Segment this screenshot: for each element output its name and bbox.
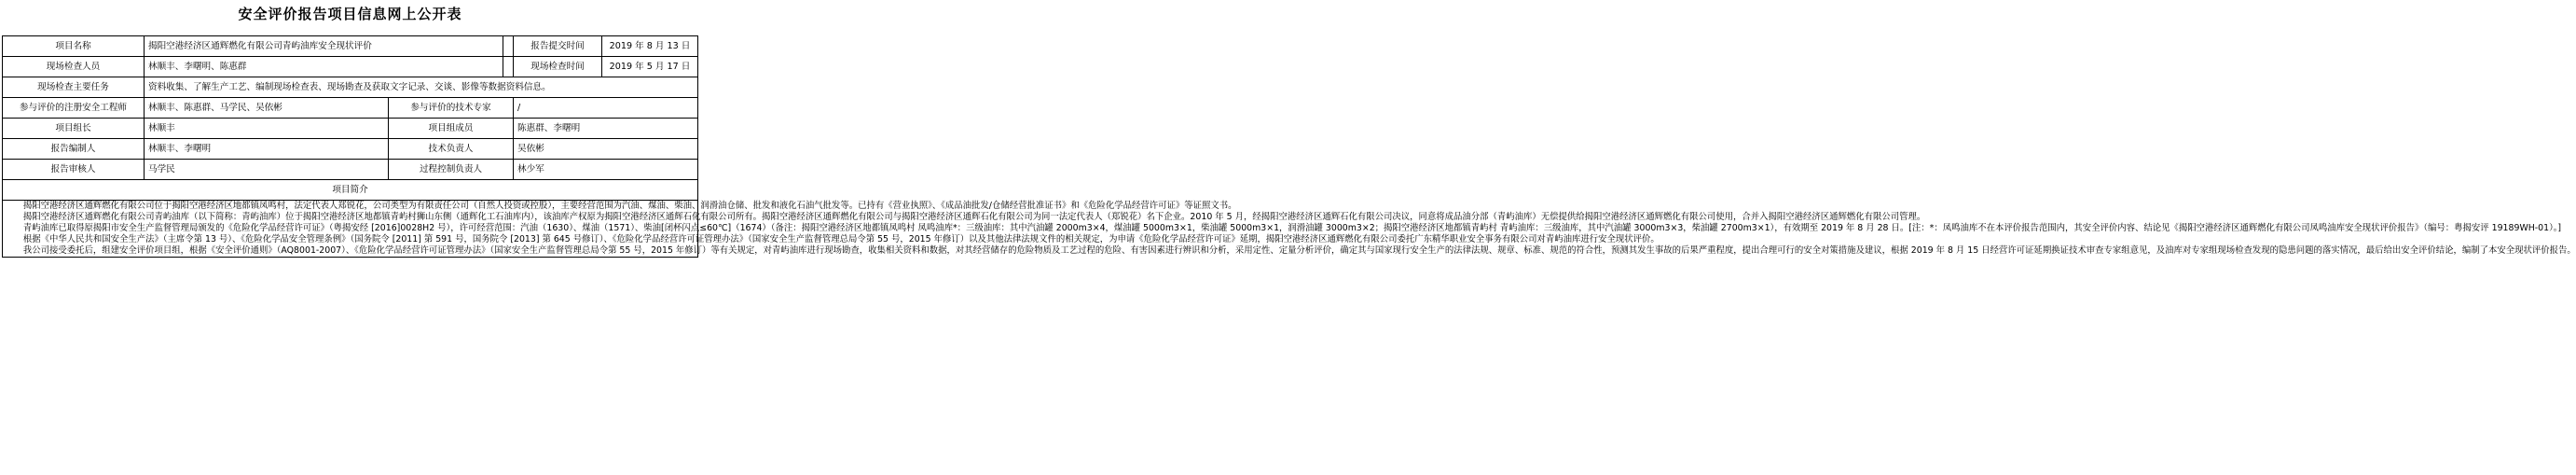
site-tasks-value: 资料收集、了解生产工艺、编制现场检查表、现场勘查及获取文字记录、交谈、影像等数据资料信息。 [145, 77, 698, 98]
group-leader-value: 林顺丰 [145, 119, 389, 139]
site-inspectors-value: 林顺丰、李曙明、陈惠群 [145, 57, 503, 77]
process-control-label: 过程控制负责人 [389, 160, 514, 180]
row-report-author [3, 139, 698, 160]
experts-label: 参与评价的技术专家 [389, 98, 514, 119]
summary-paragraph-1: 揭阳空港经济区通辉燃化有限公司位于揭阳空港经济区地都镇凤鸣村，法定代表人郑锐花，公司类型为有限责任公司（自然人投资或控股），主要经营范围为汽油、煤油、柴油、润滑油仓储、批发和液化石油气批发等。已持有《营业执照》、《成品油批发/仓储经营批准证书》和《危险化学品经营许可证》等证照文书。 [22, 201, 1237, 211]
report-reviewer-value: 马学民 [145, 160, 389, 180]
summary-body [3, 201, 2576, 258]
report-date-value: 2019 年 8 月 13 日 [609, 41, 691, 51]
summary-paragraph-5: 我公司接受委托后，组建安全评价项目组，根据《安全评价通则》（AQ8001-2007）、《危险化学品经营许可证管理办法》（国家安全生产监督管理总局令第 55 号，2015 年修订）等有关规定，对青屿油库进行现场勘查，收集相关资料和数据，对其经营储存的危险物质及工艺过程的危险、有害因素进行辨识和分析，采用定性、定量分析评价，确定其与国家现行安全生产的法律法规、规章、标准、规范的符合性，预测其发生事故的后果严重程度，提出合理可行的安全对策措施及建议，根据 2019 年 8 月 15 日经营许可证延期换证技术审查专家组意见，及油库对专家组现场检查发现的隐患问题的落实情况，最后给出安全评价结论，编制了本安全现状评价报告。 [22, 245, 2576, 256]
row-group-leader [3, 119, 698, 139]
row-site-inspectors [3, 57, 698, 77]
info-table [2, 35, 2576, 258]
report-author-value: 林顺丰、李曙明 [145, 139, 389, 160]
summary-paragraph-2: 揭阳空港经济区通辉燃化有限公司青屿油库（以下简称：青屿油库）位于揭阳空港经济区地都镇青屿村狮山东侧（通辉化工石油库内），该油库产权原为揭阳空港经济区通辉石化有限公司所有。揭阳空港经济区通辉燃化有限公司与揭阳空港经济区通辉石化有限公司为同一法定代表人（郑锐花）名下企业。2010 年 5 月，经揭阳空港经济区通辉石化有限公司决议，同意将成品油分部（青屿油库）无偿提供给揭阳空港经济区通辉燃化有限公司使用，合并入揭阳空港经济区通辉燃化有限公司管理。 [22, 212, 1926, 222]
row-summary-heading [3, 180, 698, 201]
tech-lead-label: 技术负责人 [389, 139, 514, 160]
experts-value: / [514, 98, 698, 119]
row-project-name [3, 36, 698, 57]
report-date-label: 报告提交时间 [514, 36, 602, 56]
summary-heading: 项目简介 [3, 180, 698, 201]
group-members-value: 陈惠群、李曙明 [514, 119, 698, 139]
row-summary-body [3, 201, 698, 258]
report-reviewer-label: 报告审核人 [3, 160, 145, 180]
summary-paragraph-3: 青屿油库已取得原揭阳市安全生产监督管理局颁发的《危险化学品经营许可证》（粤揭安经 [2016]0028H2 号），许可经营范围：汽油（1630）、煤油（1571）、柴油[闭杯闪点≤60℃]（1674）（备注：揭阳空港经济区地都镇凤鸣村 凤鸣油库*：三级油库：其中汽油罐 2000m3×4，煤油罐 5000m3×1，柴油罐 5000m3×1，润滑油罐 3000m3×2；揭阳空港经济区地都镇青屿村 青屿油库：三级油库，其中汽油罐 3000m3×3，柴油罐 2700m3×1），有效期至 2019 年 8 月 28 日。[注：*：凤鸣油库不在本评价报告范围内，其安全评价内容、结论见《揭阳空港经济区通辉燃化有限公司凤鸣油库安全现状评价报告》（编号：粤揭安评 19189WH-01）。] [22, 223, 2562, 233]
inspection-date-value: 2019 年 5 月 17 日 [609, 62, 691, 72]
site-tasks-label: 现场检查主要任务 [3, 77, 145, 98]
engineers-value: 林顺丰、陈惠群、马学民、吴依彬 [145, 98, 389, 119]
engineers-label: 参与评价的注册安全工程师 [3, 98, 145, 119]
summary-paragraph-4: 根据《中华人民共和国安全生产法》（主席令第 13 号）、《危险化学品安全管理条例》（国务院令 [2011] 第 591 号，国务院令 [2013] 第 645 号修订）、《危险化学品经营许可证管理办法》（国家安全生产监督管理总局令第 55 号，2015 年修订）以及其他法律法规文件的相关规定，为申请《危险化学品经营许可证》延期，揭阳空港经济区通辉燃化有限公司委托广东精华职业安全事务有限公司对青屿油库进行安全现状评价。 [22, 234, 1660, 244]
report-author-label: 报告编制人 [3, 139, 145, 160]
page-title: 安全评价报告项目信息网上公开表 [238, 6, 462, 22]
row-report-reviewer [3, 160, 698, 180]
row-site-tasks [3, 77, 698, 98]
group-leader-label: 项目组长 [3, 119, 145, 139]
site-inspectors-label: 现场检查人员 [3, 57, 145, 77]
process-control-value: 林少军 [514, 160, 698, 180]
project-name-value: 揭阳空港经济区通辉燃化有限公司青屿油库安全现状评价 [145, 36, 503, 57]
project-name-label: 项目名称 [3, 36, 145, 57]
tech-lead-value: 吴依彬 [514, 139, 698, 160]
row-engineers [3, 98, 698, 119]
group-members-label: 项目组成员 [389, 119, 514, 139]
inspection-date-label: 现场检查时间 [514, 57, 602, 77]
